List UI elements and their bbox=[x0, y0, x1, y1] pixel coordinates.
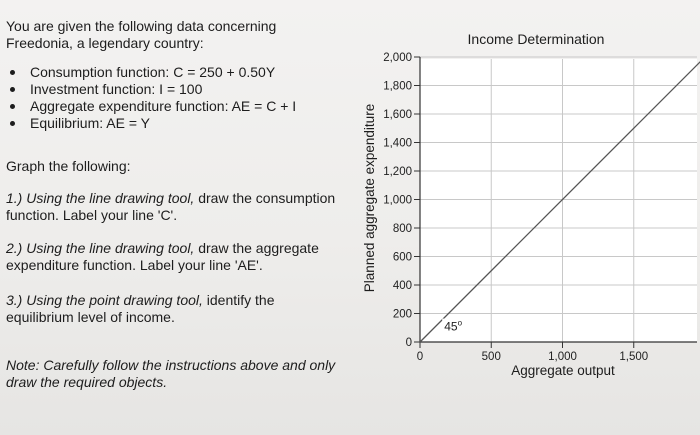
y-tick-label: 200 bbox=[392, 308, 412, 321]
task-1-text: draw the consumption function. Label your line 'C'. bbox=[6, 190, 336, 223]
chart-title: Income Determination bbox=[467, 31, 605, 47]
graph-prompt: Graph the following: bbox=[6, 158, 131, 174]
y-tick-label: 800 bbox=[392, 223, 412, 235]
y-tick-label: 1,000 bbox=[383, 194, 412, 207]
x-tick-label: 0 bbox=[416, 351, 424, 363]
x-tick-label: 1,500 bbox=[619, 351, 649, 363]
y-tick-label: 1,600 bbox=[383, 109, 412, 121]
y-tick-label: 2,000 bbox=[383, 52, 412, 64]
y-tick-label: 1,800 bbox=[383, 80, 412, 93]
annotations bbox=[442, 319, 468, 334]
list-item-text: Equilibrium: AE = Y bbox=[30, 115, 150, 131]
annotation-45-degrees: 45$^o$ bbox=[444, 318, 463, 334]
x-tick-label: 500 bbox=[481, 351, 501, 363]
y-axis-label: Planned aggregate expenditure bbox=[362, 103, 377, 293]
degree-symbol: o bbox=[457, 318, 463, 328]
note-text: Note: Carefully follow the instructions above and only draw the required objects. bbox=[6, 357, 336, 390]
list-item-text: Investment function: I = 100 bbox=[30, 81, 203, 97]
task-2-text: draw the aggregate expenditure function. Label your line 'AE'. bbox=[6, 240, 319, 273]
task-2-tool: 2.) Using the line drawing tool, bbox=[6, 240, 195, 256]
list-item-text: Consumption function: C = 250 + 0.50Y bbox=[30, 64, 276, 80]
task-3-text: identify the equilibrium level of income. bbox=[6, 292, 275, 325]
y-tick-label: 400 bbox=[392, 280, 412, 292]
y-tick-label: 1,400 bbox=[383, 137, 412, 150]
y-tick-label: 0 bbox=[405, 337, 412, 349]
task-3-tool: 3.) Using the point drawing tool, bbox=[6, 292, 203, 308]
x-tick-label: 1,000 bbox=[548, 351, 577, 363]
y-tick-label: 600 bbox=[392, 251, 412, 264]
x-axis-label: Aggregate output bbox=[511, 363, 615, 378]
intro-text: You are given the following data concerning Freedonia, a legendary country: bbox=[6, 18, 277, 51]
list-item-text: Aggregate expenditure function: AE = C + I bbox=[30, 98, 297, 114]
y-tick-label: 1,200 bbox=[383, 166, 412, 178]
task-1-tool: 1.) Using the line drawing tool, bbox=[6, 190, 195, 206]
